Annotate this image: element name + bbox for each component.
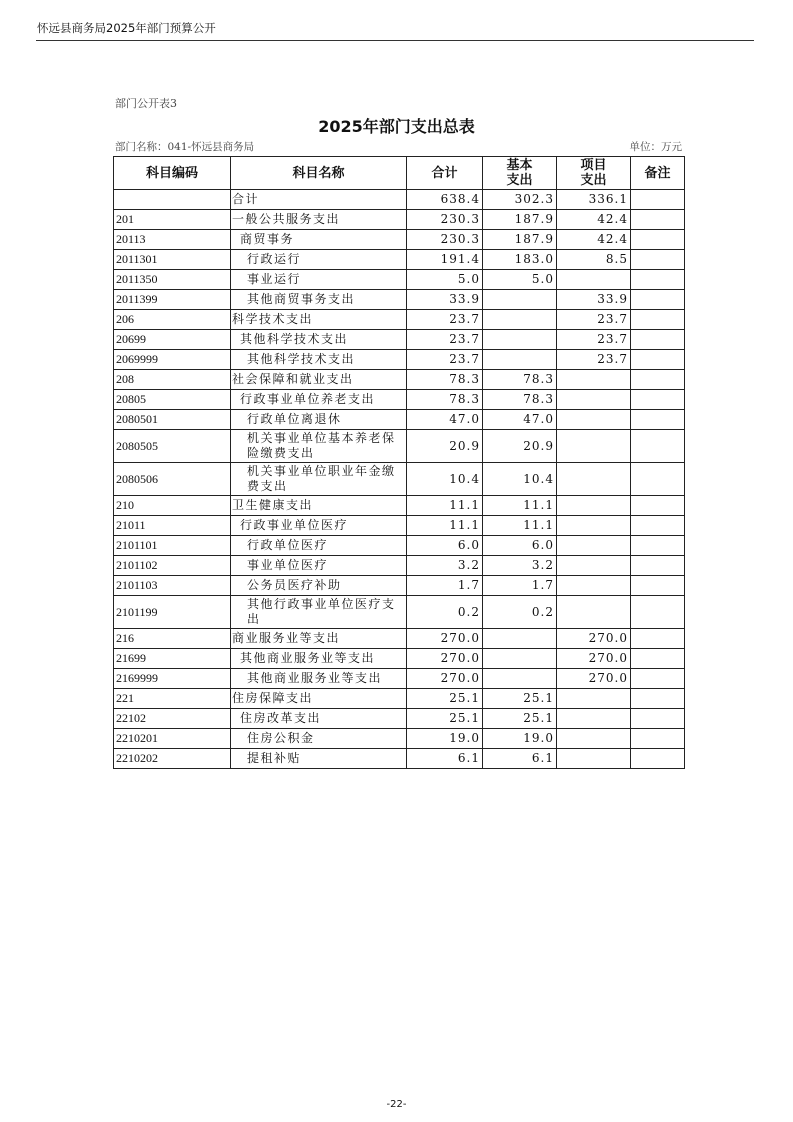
name-cell: 其他商业服务业等支出 [231, 669, 407, 689]
code-cell: 2080505 [114, 430, 231, 463]
note-cell [631, 250, 685, 270]
name-cell: 行政单位医疗 [231, 536, 407, 556]
note-cell [631, 629, 685, 649]
total-cell: 1.7 [407, 576, 483, 596]
note-cell [631, 576, 685, 596]
basic-cell: 25.1 [483, 709, 557, 729]
name-cell: 行政单位离退休 [231, 410, 407, 430]
name-cell: 公务员医疗补助 [231, 576, 407, 596]
note-cell [631, 749, 685, 769]
table-row [114, 390, 685, 410]
basic-cell [483, 629, 557, 649]
col-header-code: 科目编码 [114, 157, 231, 190]
total-cell: 270.0 [407, 649, 483, 669]
total-cell: 5.0 [407, 270, 483, 290]
code-cell: 201 [114, 210, 231, 230]
code-cell: 206 [114, 310, 231, 330]
basic-cell: 25.1 [483, 689, 557, 709]
basic-cell: 11.1 [483, 516, 557, 536]
total-cell: 191.4 [407, 250, 483, 270]
project-cell [557, 463, 631, 496]
code-cell: 20805 [114, 390, 231, 410]
code-cell: 2011399 [114, 290, 231, 310]
total-cell: 19.0 [407, 729, 483, 749]
note-cell [631, 390, 685, 410]
table-row [114, 250, 685, 270]
table-row [114, 463, 685, 496]
code-cell: 2069999 [114, 350, 231, 370]
note-cell [631, 669, 685, 689]
total-cell: 78.3 [407, 390, 483, 410]
project-cell: 270.0 [557, 669, 631, 689]
project-cell [557, 516, 631, 536]
table-row [114, 370, 685, 390]
table-tag: 部门公开表3 [115, 97, 177, 110]
project-cell [557, 576, 631, 596]
table-row [114, 749, 685, 769]
basic-cell: 183.0 [483, 250, 557, 270]
note-cell [631, 370, 685, 390]
total-cell: 0.2 [407, 596, 483, 629]
project-cell [557, 496, 631, 516]
name-cell: 机关事业单位职业年金缴费支出 [231, 463, 407, 496]
basic-cell: 10.4 [483, 463, 557, 496]
project-cell: 336.1 [557, 190, 631, 210]
table-row [114, 430, 685, 463]
total-cell: 638.4 [407, 190, 483, 210]
col-header-note: 备注 [631, 157, 685, 190]
project-cell [557, 430, 631, 463]
col-header-project: 项目 支出 [557, 157, 631, 190]
total-cell: 230.3 [407, 230, 483, 250]
project-cell: 23.7 [557, 330, 631, 350]
name-cell: 合计 [231, 190, 407, 210]
total-cell: 10.4 [407, 463, 483, 496]
code-cell: 2080501 [114, 410, 231, 430]
basic-cell: 47.0 [483, 410, 557, 430]
code-cell: 2210201 [114, 729, 231, 749]
code-cell: 20113 [114, 230, 231, 250]
name-cell: 住房保障支出 [231, 689, 407, 709]
table-row [114, 330, 685, 350]
note-cell [631, 310, 685, 330]
name-cell: 行政运行 [231, 250, 407, 270]
name-cell: 机关事业单位基本养老保险缴费支出 [231, 430, 407, 463]
table-row [114, 516, 685, 536]
total-cell: 25.1 [407, 689, 483, 709]
note-cell [631, 350, 685, 370]
name-cell: 科学技术支出 [231, 310, 407, 330]
note-cell [631, 536, 685, 556]
expenditure-table [113, 156, 685, 769]
total-cell: 33.9 [407, 290, 483, 310]
code-cell: 2011350 [114, 270, 231, 290]
total-cell: 11.1 [407, 516, 483, 536]
project-cell [557, 709, 631, 729]
page-title: 2025年部门支出总表 [318, 117, 475, 136]
table-row [114, 210, 685, 230]
department-label: 部门名称：041-怀远县商务局 [115, 141, 255, 153]
table-row [114, 576, 685, 596]
total-cell: 230.3 [407, 210, 483, 230]
name-cell: 其他商贸事务支出 [231, 290, 407, 310]
code-cell: 2101102 [114, 556, 231, 576]
name-cell: 住房公积金 [231, 729, 407, 749]
name-cell: 行政事业单位养老支出 [231, 390, 407, 410]
code-cell: 2210202 [114, 749, 231, 769]
name-cell: 事业单位医疗 [231, 556, 407, 576]
basic-cell [483, 350, 557, 370]
table-row [114, 669, 685, 689]
col-header-name: 科目名称 [231, 157, 407, 190]
table-row [114, 689, 685, 709]
note-cell [631, 689, 685, 709]
project-cell: 42.4 [557, 210, 631, 230]
note-cell [631, 210, 685, 230]
total-cell: 23.7 [407, 310, 483, 330]
basic-cell: 302.3 [483, 190, 557, 210]
project-cell: 23.7 [557, 350, 631, 370]
name-cell: 其他行政事业单位医疗支出 [231, 596, 407, 629]
col-header-total: 合计 [407, 157, 483, 190]
total-cell: 47.0 [407, 410, 483, 430]
unit-label: 单位：万元 [629, 141, 682, 153]
project-cell [557, 270, 631, 290]
project-cell [557, 729, 631, 749]
code-cell: 22102 [114, 709, 231, 729]
name-cell: 其他科学技术支出 [231, 330, 407, 350]
name-cell: 一般公共服务支出 [231, 210, 407, 230]
total-cell: 6.0 [407, 536, 483, 556]
basic-cell: 20.9 [483, 430, 557, 463]
basic-cell: 19.0 [483, 729, 557, 749]
name-cell: 提租补贴 [231, 749, 407, 769]
basic-cell [483, 290, 557, 310]
note-cell [631, 463, 685, 496]
total-cell: 270.0 [407, 629, 483, 649]
note-cell [631, 596, 685, 629]
basic-cell: 5.0 [483, 270, 557, 290]
table-row [114, 536, 685, 556]
total-cell: 78.3 [407, 370, 483, 390]
basic-cell: 0.2 [483, 596, 557, 629]
code-cell: 2101103 [114, 576, 231, 596]
basic-cell: 1.7 [483, 576, 557, 596]
table-row [114, 729, 685, 749]
name-cell: 其他科学技术支出 [231, 350, 407, 370]
basic-cell: 187.9 [483, 230, 557, 250]
note-cell [631, 410, 685, 430]
code-cell: 210 [114, 496, 231, 516]
project-cell [557, 556, 631, 576]
table-header-row [114, 157, 685, 190]
basic-cell: 187.9 [483, 210, 557, 230]
total-cell: 25.1 [407, 709, 483, 729]
total-cell: 3.2 [407, 556, 483, 576]
code-cell: 21011 [114, 516, 231, 536]
note-cell [631, 556, 685, 576]
table-row [114, 496, 685, 516]
name-cell: 商业服务业等支出 [231, 629, 407, 649]
table-row [114, 350, 685, 370]
name-cell: 其他商业服务业等支出 [231, 649, 407, 669]
basic-cell: 6.1 [483, 749, 557, 769]
note-cell [631, 729, 685, 749]
note-cell [631, 430, 685, 463]
code-cell: 2169999 [114, 669, 231, 689]
basic-cell: 6.0 [483, 536, 557, 556]
code-cell: 2080506 [114, 463, 231, 496]
table-row [114, 709, 685, 729]
name-cell: 行政事业单位医疗 [231, 516, 407, 536]
total-cell: 270.0 [407, 669, 483, 689]
basic-cell: 78.3 [483, 390, 557, 410]
name-cell: 卫生健康支出 [231, 496, 407, 516]
basic-cell [483, 310, 557, 330]
project-cell: 42.4 [557, 230, 631, 250]
note-cell [631, 330, 685, 350]
project-cell: 270.0 [557, 629, 631, 649]
table-row [114, 290, 685, 310]
header-divider [36, 40, 754, 41]
code-cell: 21699 [114, 649, 231, 669]
project-cell [557, 749, 631, 769]
note-cell [631, 516, 685, 536]
code-cell: 221 [114, 689, 231, 709]
code-cell: 20699 [114, 330, 231, 350]
table-row [114, 596, 685, 629]
basic-cell [483, 330, 557, 350]
table-row [114, 270, 685, 290]
project-cell [557, 596, 631, 629]
basic-cell: 78.3 [483, 370, 557, 390]
page-number: -22- [386, 1099, 407, 1110]
name-cell: 社会保障和就业支出 [231, 370, 407, 390]
table-row [114, 649, 685, 669]
name-cell: 住房改革支出 [231, 709, 407, 729]
table-row [114, 230, 685, 250]
project-cell: 23.7 [557, 310, 631, 330]
table-row [114, 556, 685, 576]
project-cell [557, 689, 631, 709]
total-cell: 20.9 [407, 430, 483, 463]
project-cell: 270.0 [557, 649, 631, 669]
total-cell: 6.1 [407, 749, 483, 769]
code-cell: 216 [114, 629, 231, 649]
document-header: 怀远县商务局2025年部门预算公开 [37, 21, 216, 35]
basic-cell [483, 649, 557, 669]
total-cell: 23.7 [407, 350, 483, 370]
basic-cell [483, 669, 557, 689]
code-cell: 2101101 [114, 536, 231, 556]
note-cell [631, 709, 685, 729]
project-cell [557, 410, 631, 430]
code-cell: 2101199 [114, 596, 231, 629]
project-cell [557, 536, 631, 556]
note-cell [631, 290, 685, 310]
project-cell [557, 390, 631, 410]
table-row [114, 410, 685, 430]
code-cell: 2011301 [114, 250, 231, 270]
note-cell [631, 270, 685, 290]
name-cell: 商贸事务 [231, 230, 407, 250]
project-cell: 8.5 [557, 250, 631, 270]
project-cell [557, 370, 631, 390]
note-cell [631, 496, 685, 516]
table-row [114, 629, 685, 649]
total-cell: 11.1 [407, 496, 483, 516]
note-cell [631, 190, 685, 210]
basic-cell: 3.2 [483, 556, 557, 576]
table-row [114, 190, 685, 210]
code-cell [114, 190, 231, 210]
code-cell: 208 [114, 370, 231, 390]
col-header-basic: 基本 支出 [483, 157, 557, 190]
note-cell [631, 230, 685, 250]
basic-cell: 11.1 [483, 496, 557, 516]
project-cell: 33.9 [557, 290, 631, 310]
table-row [114, 310, 685, 330]
total-cell: 23.7 [407, 330, 483, 350]
name-cell: 事业运行 [231, 270, 407, 290]
note-cell [631, 649, 685, 669]
